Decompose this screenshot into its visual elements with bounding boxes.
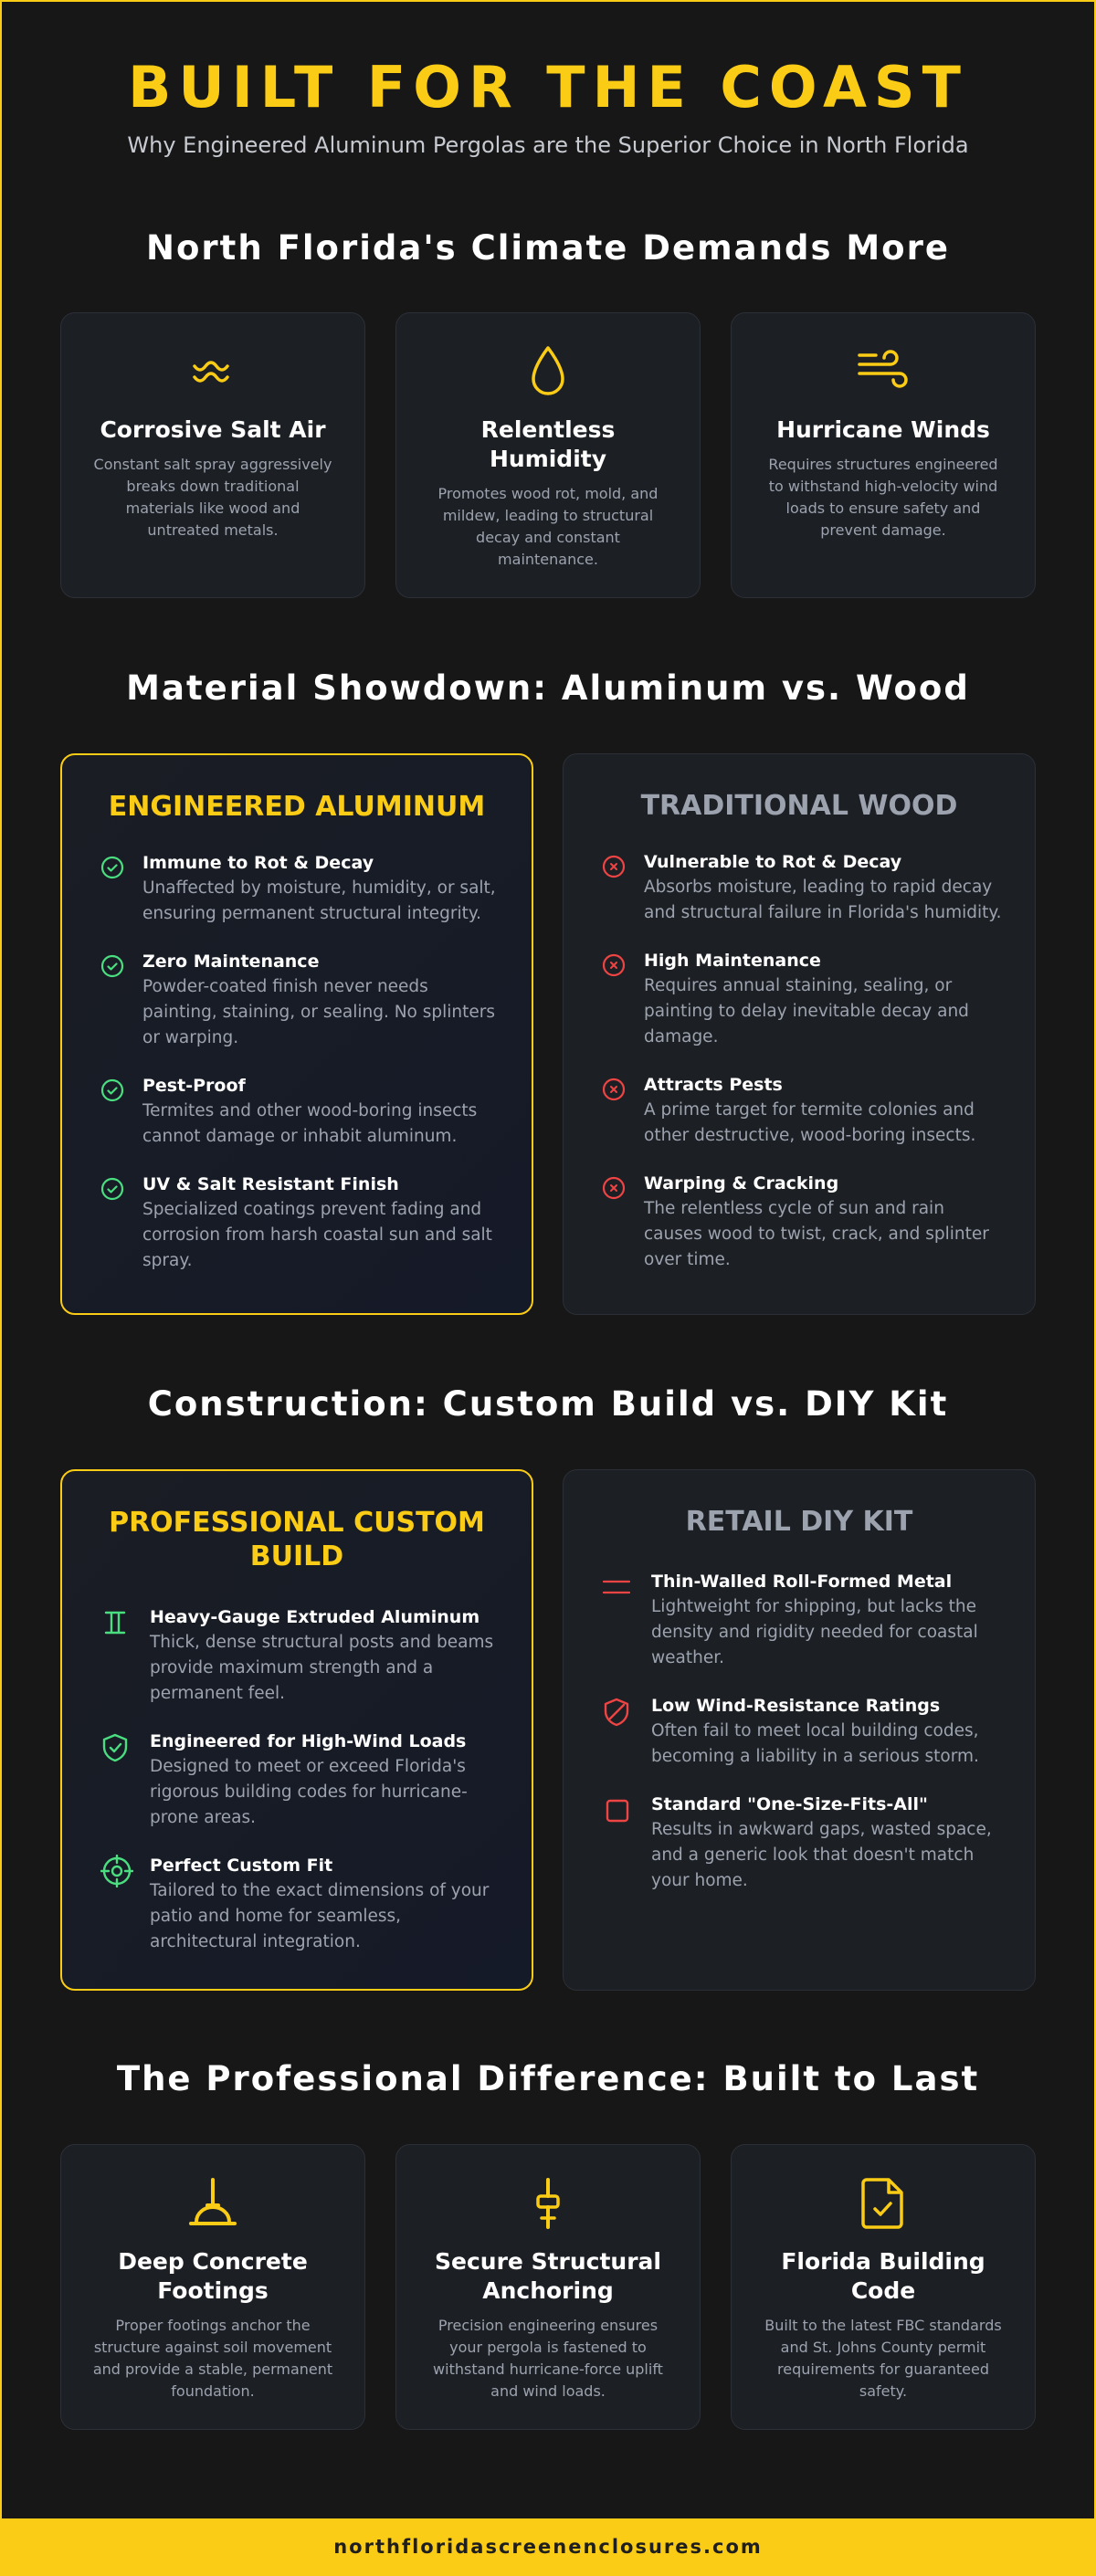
climate-card-humidity [395,312,701,598]
item-title: High Maintenance [644,951,821,971]
pro-card-title: Florida Building Code [781,2248,985,2304]
footing-icon [185,2176,240,2231]
x-circle-icon [602,1176,626,1200]
aluminum-panel [60,753,533,1315]
thin-lines-icon [602,1574,631,1600]
page-header [0,53,1096,159]
item-title: Low Wind-Resistance Ratings [651,1696,941,1716]
item-title: Attracts Pests [644,1075,783,1095]
climate-card-desc: Requires structures engineered to withstand high-velocity wind loads to ensure safety and prevent damage. [768,456,998,539]
climate-card-salt-air [60,312,365,598]
item-desc: Tailored to the exact dimensions of your patio and home for seamless, architectural integration. [150,1881,490,1951]
item-desc: Thick, dense structural posts and beams provide maximum strength and a permanent feel. [150,1633,494,1703]
wood-panel [563,753,1036,1315]
item-desc: Absorbs moisture, leading to rapid decay and structural failure in Florida's humidity. [644,878,1002,922]
item-title: Engineered for High-Wind Loads [150,1731,467,1751]
item-title: Zero Maintenance [142,952,320,972]
climate-card-title: Hurricane Winds [776,416,990,443]
check-circle-icon [100,1177,124,1201]
diy-kit-title: RETAIL DIY KIT [685,1506,913,1538]
diy-kit-panel [563,1469,1036,1991]
custom-build-title: PROFESSIONAL CUSTOM BUILD [109,1507,485,1572]
shield-check-icon [100,1732,130,1763]
crosshair-icon [100,1855,133,1887]
check-circle-icon [100,954,124,978]
footer-bar [0,2518,1096,2576]
climate-card-title: Corrosive Salt Air [100,416,326,443]
x-circle-icon [602,1078,626,1101]
pro-card-footings [60,2144,365,2430]
shield-off-icon [602,1697,631,1728]
material-heading: Material Showdown: Aluminum vs. Wood [126,668,970,708]
item-desc: The relentless cycle of sun and rain causes wood to twist, crack, and splinter over time. [644,1199,989,1269]
item-title: UV & Salt Resistant Finish [142,1174,399,1194]
climate-card-desc: Promotes wood rot, mold, and mildew, leading to structural decay and constant maintenance. [437,485,659,568]
professional-heading: The Professional Difference: Built to Last [116,2059,980,2098]
climate-card-hurricane [731,312,1036,598]
pro-card-anchoring [395,2144,701,2430]
pro-card-building-code [731,2144,1036,2430]
item-desc: Requires annual staining, sealing, or painting to delay inevitable decay and damage. [644,976,969,1046]
item-title: Pest-Proof [142,1076,246,1096]
item-desc: Specialized coatings prevent fading and corrosion from harsh coastal sun and salt spray. [142,1200,492,1270]
x-circle-icon [602,953,626,977]
square-icon [602,1797,631,1824]
droplet-icon [526,344,570,399]
i-beam-icon [100,1608,130,1637]
pro-card-desc: Built to the latest FBC standards and St. Johns County permit requirements for guaranteed safety. [764,2317,1002,2400]
item-desc: Unaffected by moisture, humidity, or salt, ensuring permanent structural integrity. [142,878,496,923]
wood-panel-title: TRADITIONAL WOOD [640,790,958,822]
item-title: Perfect Custom Fit [150,1856,333,1876]
x-circle-icon [602,855,626,878]
item-title: Thin-Walled Roll-Formed Metal [651,1572,953,1592]
aluminum-panel-title: ENGINEERED ALUMINUM [108,791,486,823]
check-circle-icon [100,856,124,879]
page-title: BUILT FOR THE COAST [128,54,968,121]
pro-card-desc: Proper footings anchor the structure against soil movement and provide a stable, permanent foundation. [92,2317,333,2400]
item-title: Warping & Cracking [644,1173,839,1193]
climate-card-desc: Constant salt spray aggressively breaks down traditional materials like wood and untreated metals. [93,456,332,539]
page-subtitle: Why Engineered Aluminum Pergolas are the Superior Choice in North Florida [127,132,969,158]
item-desc: Lightweight for shipping, but lacks the density and rigidity needed for coastal weather. [651,1597,978,1667]
item-desc: A prime target for termite colonies and other destructive, wood-boring insects. [644,1100,976,1145]
pro-card-desc: Precision engineering ensures your pergola is fastened to withstand hurricane-force uplift and wind loads. [433,2317,663,2400]
pro-card-title: Deep Concrete Footings [118,2248,308,2304]
check-circle-icon [100,1078,124,1102]
climate-card-title: Relentless Humidity [480,416,616,472]
item-title: Standard "One-Size-Fits-All" [651,1794,928,1814]
item-desc: Designed to meet or exceed Florida's rigorous building codes for hurricane-prone areas. [150,1757,468,1827]
item-desc: Termites and other wood-boring insects cannot damage or inhabit aluminum. [142,1101,478,1146]
footer-website-link[interactable]: northfloridascreenenclosures.com [333,2536,763,2558]
wind-icon [856,346,911,394]
document-check-icon [859,2176,907,2231]
item-desc: Powder-coated finish never needs painting, staining, or sealing. No splinters or warping. [142,977,496,1047]
item-title: Vulnerable to Rot & Decay [644,852,902,872]
pro-card-title: Secure Structural Anchoring [435,2248,661,2304]
item-title: Immune to Rot & Decay [142,853,374,873]
waves-icon [191,357,235,394]
item-title: Heavy-Gauge Extruded Aluminum [150,1607,480,1627]
custom-build-panel [60,1469,533,1991]
anchor-bolt-icon [530,2176,566,2231]
construction-heading: Construction: Custom Build vs. DIY Kit [147,1384,949,1424]
item-desc: Results in awkward gaps, wasted space, and a generic look that doesn't match your home. [651,1820,992,1890]
climate-heading: North Florida's Climate Demands More [146,228,950,268]
item-desc: Often fail to meet local building codes, becoming a liability in a serious storm. [651,1721,979,1766]
